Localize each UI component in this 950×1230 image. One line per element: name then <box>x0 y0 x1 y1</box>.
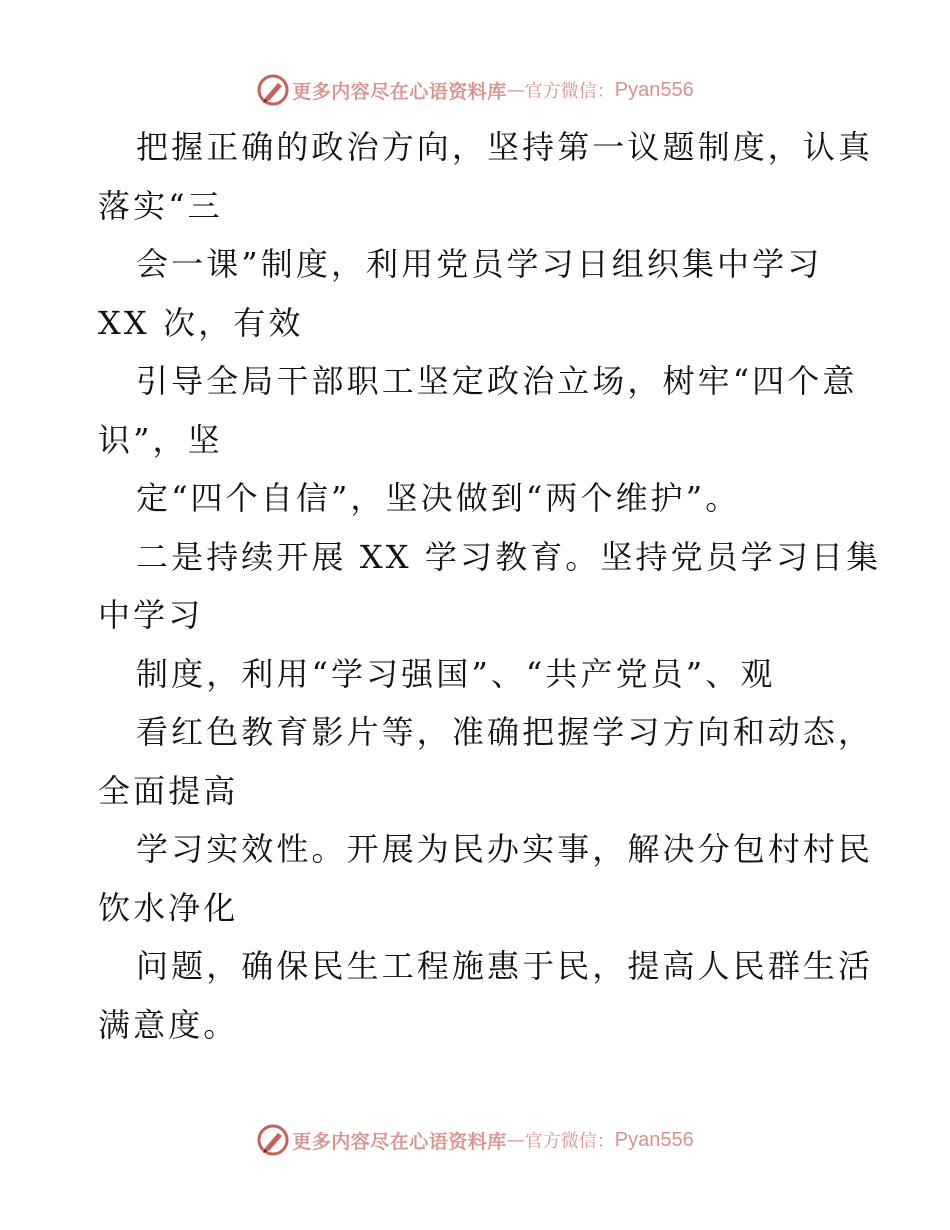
pen-logo-icon <box>256 73 290 107</box>
text-line: 定“四个自信”，坚决做到“两个维护”。 <box>136 479 741 517</box>
text-line: 制度，利用“学习强国”、“共产党员”、观 <box>136 654 776 693</box>
watermark-account: Pyan556 <box>614 1128 694 1151</box>
text-line: 学习实效性。开展为民办实事，解决分包村村民 <box>136 830 874 868</box>
text-line: 全面提高 <box>98 771 239 810</box>
text-line: 落实“三 <box>98 186 223 225</box>
text-line: 看红色教育影片等，准确把握学习方向和动态， <box>136 713 874 751</box>
watermark-sub-text: 官方微信： <box>524 1131 615 1152</box>
text-line: 把握正确的政治方向，坚持第一议题制度，认真 <box>136 128 874 166</box>
watermark-main-text: 更多内容尽在心语资料库 <box>292 1130 507 1153</box>
text-line: XX 次，有效 <box>98 303 304 342</box>
text-line: 二是持续开展 XX 学习教育。坚持党员学习日集 <box>136 537 882 576</box>
footer-watermark <box>0 1120 950 1160</box>
text-line: 中学习 <box>98 596 204 634</box>
text-line: 满意度。 <box>98 1005 239 1044</box>
pen-logo-icon <box>256 1123 290 1157</box>
watermark-separator: — <box>506 79 525 101</box>
header-watermark <box>0 70 950 110</box>
text-line: 识”，坚 <box>98 420 223 459</box>
watermark-sub-text: 官方微信： <box>524 81 615 102</box>
text-line: 问题，确保民生工程施惠于民，提高人民群生活 <box>136 947 874 985</box>
text-line: 会一课”制度，利用党员学习日组织集中学习 <box>136 245 823 283</box>
text-line: 饮水净化 <box>98 888 239 927</box>
watermark-account: Pyan556 <box>614 78 694 101</box>
text-line: 引导全局干部职工坚定政治立场，树牢“四个意 <box>136 362 858 400</box>
document-body <box>98 118 882 1054</box>
watermark-main-text: 更多内容尽在心语资料库 <box>292 80 507 103</box>
watermark-separator: — <box>506 1129 525 1151</box>
